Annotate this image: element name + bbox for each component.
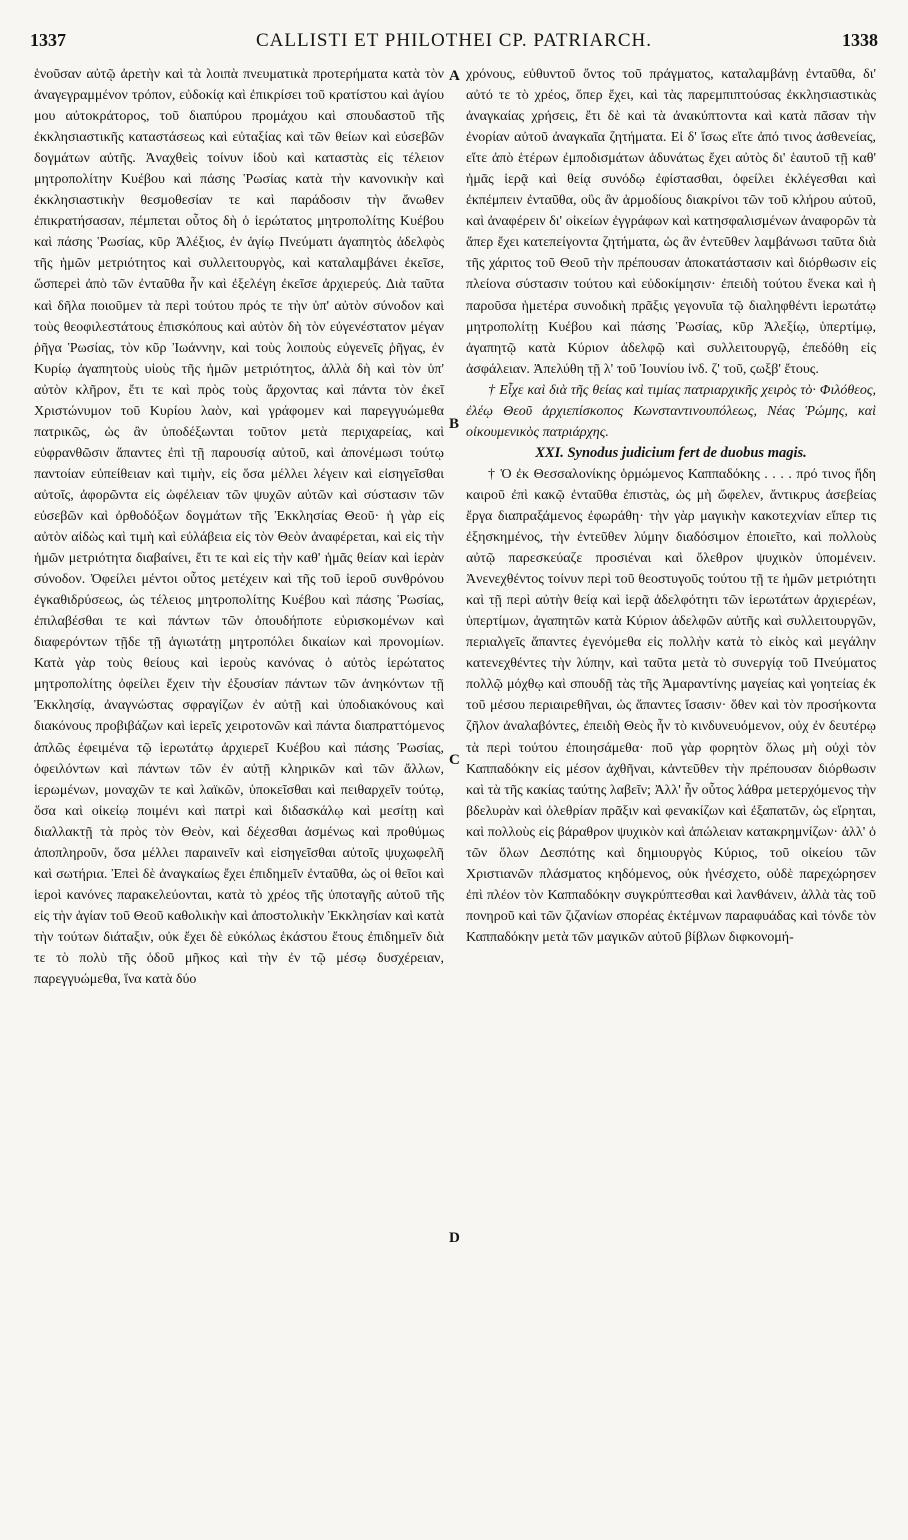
patriarch-signature: † Εἶχε καὶ διὰ τῆς θείας καὶ τιμίας πατριαρχικῆς χειρὸς τὸ· Φιλόθεος, ἐλέῳ Θεοῦ ἀρχιεπίσκοπος Κωνσταντινουπόλεως, Νέας Ῥώμης, καὶ οἰκουμενικὸς πατριάρχης. — [466, 382, 876, 440]
margin-marker-a: A — [449, 68, 460, 84]
page-number-left: 1337 — [30, 30, 66, 50]
right-column-text: χρόνους, εὐθυντοῦ ὄντος τοῦ πράγματος, καταλαμβάνῃ ἐνταῦθα, δι' αὐτό τε τὸ χρέος, ὅπερ ἔχει, καὶ τὰς παρεμπιπτούσας ἐκκλησιαστικὰς ἀναγκαίας χρήσεις, ἔτι δὲ καὶ τὰ ἀνακύπτοντα καὶ κατὰ πᾶσαν τὴν ἐνορίαν αὐτοῦ ἀναγκαῖα ζητήματα. Εἰ δ' ἴσως εἴτε ἀπό τινος ἀσθενείας, εἴτε ἀπὸ ἑτέρων ἐμποδισμάτων ἀδυνάτως ἔχει αὐτὸς δι' ἑαυτοῦ τῇ καθ' ἡμᾶς ἱερᾷ καὶ θείᾳ συνόδῳ ἐφίστασθαι, ὀφείλει ἐκλέγεσθαι καὶ ἐκπέμπειν ἐνταῦθα, οὓς ἂν ἁρμοδίους διακρίνοι τῶν τοῦ κλήρου αὐτοῦ, καὶ ἀναφέρειν δι' οἰκείων ἐγγράφων καὶ κατησφαλισμένων ἀναφορῶν τὰ ἅπερ ἔχει κατεπείγοντα ζητήματα, ὡς ἂν ἐντεῦθεν λαμβάνωσι ταῦτα διὰ τῆς χάριτος τοῦ Θεοῦ τὴν πρέπουσαν ἀποκατάστασιν καὶ διόρθωσιν εἰς πλείονα σύστασιν τούτου καὶ εὐδοκίμησιν· ἐπειδὴ τούτου ἕνεκα καὶ ἡ παροῦσα ἡμετέρα συνοδικὴ πρᾶξις γεγονυῖα τῷ διαληφθέντι ἱερωτάτῳ μητροπολίτῃ Κυέβου καὶ πάσης Ῥωσίας, κῦρ Ἀλεξίῳ, ὑπερτίμῳ, ἀγαπητῷ κατὰ Κύριον ἀδελφῷ καὶ συλλειτουργῷ, ἐπεδόθη εἰς ἀσφάλειαν. Ἀπελύθη τῇ λ' τοῦ Ἰουνίου ἰνδ. ζ' τοῦ, ϛωξβ' ἔτους. — [466, 67, 876, 377]
running-title: CALLISTI ET PHILOTHEI CP. PATRIARCH. — [256, 30, 652, 51]
margin-marker-d: D — [449, 1230, 460, 1246]
section-text: † Ὁ ἐκ Θεσσαλονίκης ὁρμώμενος Καππαδόκης . . . . πρό τινος ἤδη καιροῦ ἐπὶ κακῷ ἐνταῦθα ἐπιστὰς, ὡς μὴ ὤφελεν, ἄντικρυς ἀσεβείας ἔργα διαπραξάμενος ἐφωράθη· τὴν γὰρ μαγικὴν κακοτεχνίαν εἴπερ τις ἐξησκημένος, τὴν ἐντεῦθεν λύμην διαδόσιμον ἐποιεῖτο, καὶ πολλοὺς αὐτῷ παρεσκεύαζε προσιέναι καὶ ὄλεθρον ψυχικὸν ὑπομένειν. Ἀνενεχθέντος τοίνυν περὶ τοῦ θεοστυγοῦς τούτου τῇ τε ἡμῶν μετριότητι καὶ τῇ περὶ αὐτὴν θείᾳ καὶ ἱερᾷ ἀδελφότητι τῶν ἱερωτάτων ἀρχιερέων, ὑπερτίμων, ἀγαπητῶν κατὰ Κύριον ἀδελφῶν αὐτῆς καὶ συλλειτουργῶν, περιαλγεῖς ἅπαντες ἐγενόμεθα εἰς πολλὴν κατὰ τὸ εἰκὸς καὶ μεγάλην κατενεχθέντες τὴν λύπην, καὶ ταῦτα μετὰ τὸ συνεργίᾳ τοῦ Πνεύματος πολλῷ μόχθῳ καὶ σπουδῇ τὰς τῆς Ἀμαραντίνης μαγείας καὶ γοητείας ἐκ τοῦ μέσου περιαιρεθῆναι, ὡς ἅπαντες ἴσασιν· ὅθεν καὶ τὸν προσήκοντα ζῆλον ἀναλαβόντες, ἐπειδὴ Θεὸς ἦν τὸ κινδυνευόμενον, οὐχ ἐν δευτέρῳ τὰ περὶ τούτου ἐποιησάμεθα· ποῦ γὰρ φορητὸν ὅλως μὴ οὐχὶ τὸν Καππαδόκην εἰς μέσον ἀχθῆναι, κἀντεῦθεν τὴν πρέπουσαν διόρθωσιν καὶ τὰ τῆς κακίας ταύτης λαβεῖν; Ἀλλ' ἦν οὗτος λάθρα μετερχόμενος τὴν βδελυρὰν καὶ ὀλεθρίαν πρᾶξιν καὶ φενακίζων καὶ ἐξαπατῶν, ὡς εἴρηται, καὶ πολλοὺς εἰς βάραθρον ψυχικὸν καὶ ἀπώλειαν κατακρημνίζων· ἀλλ' ὁ τῶν ὅλων Δεσπότης καὶ δημιουργὸς Κύριος, τοῦ οἰκείου τῶν Χριστιανῶν πλάσματος κηδόμενος, οὐκ ἠνέσχετο, οὐδὲ παρεχώρησεν ἐπὶ πλέον τὸν Καππαδόκην συγκρύπτεσθαι καὶ λανθάνειν, ἀλλὰ τὰς τοῦ πονηροῦ καὶ τῶν ζιζανίων σπορέας ἐκτέμνων παραφυάδας καὶ τόνδε τὸν Καππαδόκην μετὰ τῶν μαγικῶν αὐτοῦ βίβλων διφκονομή- — [466, 466, 876, 945]
page-number-right: 1338 — [841, 30, 878, 50]
right-column — [466, 64, 876, 948]
margin-marker-b: B — [449, 416, 460, 432]
left-column-text: ἑνοῦσαν αὐτῷ ἀρετὴν καὶ τὰ λοιπὰ πνευματικὰ προτερήματα κατὰ τὸν ἀναγεγραμμένον τρόπον, εὐδοκίᾳ καὶ ἐπικρίσει τοῦ κρατίστου καὶ ἁγίου μου αὐτοκράτορος, τοῦ διαπύρου προμάχου καὶ σπουδαστοῦ τῆς ἐκκλησιαστικῆς καταστάσεως καὶ εὐταξίας καὶ τῶν θείων καὶ εὐσεβῶν δογμάτων αὐτῆς. Ἀναχθεὶς τοίνυν ἰδοὺ καὶ καταστὰς εἰς τέλειον μητροπολίτην Κυέβου καὶ πάσης Ῥωσίας κατὰ τὴν κανονικὴν καὶ ἐκκλησιαστικὴν θεσμοθεσίαν τε καὶ παράδοσιν τὴν ἄνωθεν ἐπικρατήσασαν, πέμπεται οὗτος δὴ ὁ ἱερώτατος μητροπολίτης Κυέβου καὶ πάσης Ῥωσίας, κῦρ Ἀλέξιος, ἐν ἁγίῳ Πνεύματι ἀγαπητὸς ἀδελφὸς τῆς ἡμῶν μετριότητος καὶ συλλειτουργὸς, καὶ καταλαμβάνει ἐκεῖσε, ὥσπερεὶ ἀπὸ τῶν ἐνταῦθα ἦν καὶ ἐξελέγη ἐκεῖσε ἀρχιερεύς. Διὰ ταῦτα καὶ δῆλα ποιοῦμεν τὰ περὶ τούτου πρός τε τὴν ὑπ' αὐτὸν σύνοδον καὶ τοὺς θεοφιλεστάτους ἐπισκόπους καὶ αὐτὸν δὴ τὸν εὐγενέστατον μέγαν ῥῆγα Ῥωσίας, τὸν κῦρ Ἰωάννην, καὶ τοὺς λοιποὺς εὐγενεῖς ῥῆγας, ἐν Κυρίῳ ἀγαπητοὺς υἱοὺς τῆς ἡμῶν μετριότητος, ἀλλὰ δὴ καὶ τὸν ὑπ' αὐτὸν κλῆρον, ἔτι τε καὶ πρὸς τοὺς ἄρχοντας καὶ πάντα τὸν ἐκεῖ Χριστώνυμον τοῦ Κυρίου λαὸν, καὶ γράφομεν καὶ παρεγγυώμεθα πατρικῶς, ὡς ἂν ὑποδέξωνται τοῦτον μετὰ περιχαρείας, καὶ εὐφρανθῶσιν ἅπαντες ἐπὶ τῇ παρουσίᾳ αὐτοῦ, καὶ ἀπονέμωσι τούτῳ παντοίαν εὐπείθειαν καὶ τιμὴν, εἰς ὅσα μέλλει λέγειν καὶ εἰσηγεῖσθαι αὐτοῖς, ἀφορῶντα εἰς ὠφέλειαν τῶν ψυχῶν αὐτῶν καὶ σύστασιν τῶν εὐσεβῶν καὶ ὀρθοδόξων δογμάτων τῆς Ἐκκλησίας Θεοῦ· ἡ γὰρ εἰς αὐτὸν αἰδὼς καὶ τιμὴ καὶ εὐλάβεια εἰς τὸν Θεὸν ἀναφέρεται, καὶ εἰς τὴν ἡμῶν μετριότητα διαβαίνει, ἔτι τε καὶ εἰς τὴν καθ' ἡμᾶς θείαν καὶ ἱερὰν σύνοδον. Ὀφείλει μέντοι οὗτος μετέχειν καὶ τῆς τοῦ ἱεροῦ συνθρόνου ἐγκαθιδρύσεως, ὡς τέλειος μητροπολίτης Κυέβου καὶ πάσης Ῥωσίας, ἐπιλαβέσθαι τε καὶ πάντων τῶν ὁπουδήποτε εὑρισκομένων καὶ διαφερόντων τῇδε τῇ ἁγιωτάτῃ μητροπόλει δικαίων καὶ προνομίων. Κατὰ γὰρ τοὺς θείους καὶ ἱεροὺς κανόνας ὁ αὐτὸς ἱερώτατος μητροπολίτης ὀφείλει ἔχειν τὴν ἐξουσίαν πάντων τῶν ἀνηκόντων τῇ Ἐκκλησίᾳ, ἀναγνώστας σφραγίζων ἐν αὐτῇ καὶ ὑποδιακόνους καὶ διακόνους προβιβάζων καὶ ἱερεῖς χειροτονῶν καὶ πάντα διαπραττόμενος ἁπλῶς ἐφειμένα τῷ ἱερωτάτῳ ἀρχιερεῖ Κυέβου καὶ πάσης Ῥωσίας, ὀφειλόντων καὶ πάντων τῶν ἐν αὐτῇ κληρικῶν καὶ τῶν ἄλλων, ἱερωμένων, μοναχῶν τε καὶ λαϊκῶν, ὑποκεῖσθαι καὶ πειθαρχεῖν τούτῳ, ὅσα καὶ οἰκείῳ ποιμένι καὶ πατρὶ καὶ διδασκάλῳ καὶ μεσίτῃ καὶ διαλλακτῇ τὰ πρὸς τὸν Θεὸν, καὶ δέχεσθαι ἀσμένως καὶ προθύμως ἀποπληροῦν, ὅσα μέλλει παραινεῖν καὶ εἰσηγεῖσθαι αὐτοῖς ψυχωφελῆ καὶ σωτήρια. Ἐπεὶ δὲ ἀναγκαίως ἔχει ἐπιδημεῖν ἐνταῦθα, ὡς οἱ θεῖοι καὶ ἱεροὶ κανόνες παρακελεύονται, κατὰ τὸ χρέος τῆς ὑποταγῆς αὐτοῦ τῆς εἰς τὴν ἁγίαν τοῦ Θεοῦ καθολικὴν καὶ ἀποστολικὴν Ἐκκλησίαν καὶ κατὰ τὴν τούτων διάταξιν, οὐκ ἔχει δὲ εὐκόλως ἑκάστου ἔτους ἐπιδημεῖν διὰ τε τὸ πολὺ τῆς ὁδοῦ μῆκος καὶ τὴν ἐν τῷ μέσῳ δυσχέρειαν, παρεγγυώμεθα, ἵνα κατὰ δύο — [34, 67, 444, 988]
running-header — [30, 30, 878, 60]
margin-marker-c: C — [449, 752, 460, 768]
section-heading: XXI. Synodus judicium fert de duobus magis. — [535, 444, 807, 461]
left-column — [34, 64, 444, 990]
